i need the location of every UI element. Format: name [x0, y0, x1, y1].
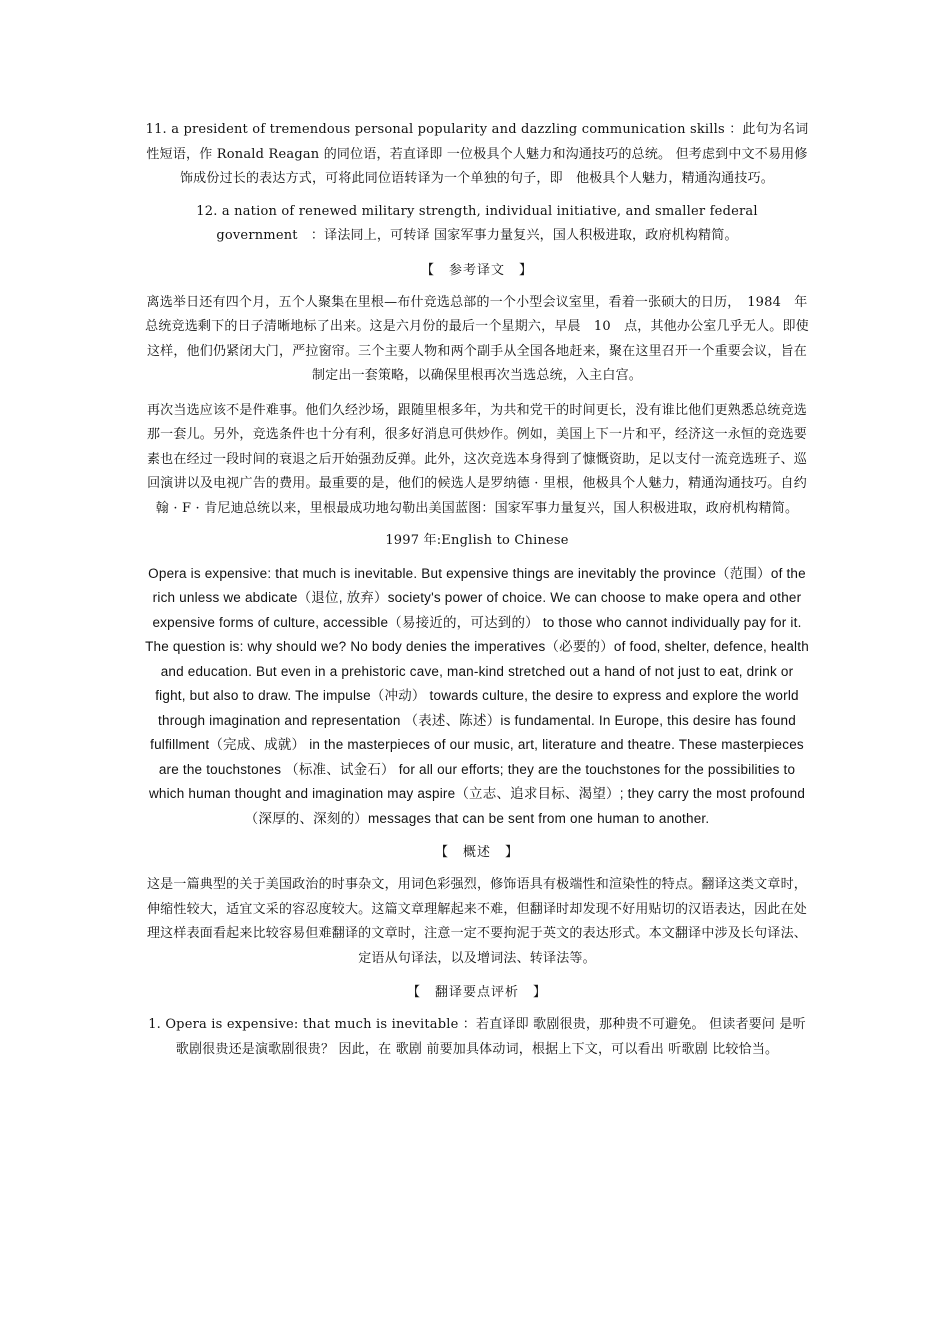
key-points-heading: 【 翻译要点评析 】 [406, 985, 547, 1000]
note-11: 11. a president of tremendous personal popularity and dazzling communication skills ：此句为名词性短语，作 Ronald Reagan 的同位语，若直译即 一位极具个人魅力和沟通技巧的总统。 但考虑到中文不易用修饰成份过长的表达方式，可将此同位语转译为一个单独的句子，即 他极具个人魅力，精通沟通技巧。 [145, 122, 809, 186]
reference-translation-paragraph-1: 离选举日还有四个月，五个人聚集在里根—布什竞选总部的一个小型会议室里，看着一张硕大的日历， 1984 年总统竞选剩下的日子清晰地标了出来。这是六月份的最后一个星期六，早晨 10 点，其他办公室几乎无人。即使这样，他们仍紧闭大门，严拉窗帘。三个主要人物和两个副手从全国各地赶来，聚在这里召开一个重要会议，旨在制定出一套策略，以确保里根再次当选总统，入主白宫。 [145, 294, 809, 383]
reference-translation-paragraph-2: 再次当选应该不是件难事。他们久经沙场，跟随里根多年，为共和党干的时间更长，没有谁比他们更熟悉总统竞选那一套儿。另外，竞选条件也十分有利，很多好消息可供炒作。例如，美国上下一片和平，经济这一永恒的竞选要素也在经过一段时间的衰退之后开始强劲反弹。此外，这次竞选本身得到了慷慨资助，足以支付一流竞选班子、巡回演讲以及电视广告的费用。最重要的是，他们的候选人是罗纳德 · 里根，他极具个人魅力，精通沟通技巧。自约翰 · F · 肯尼迪总统以来，里根最成功地勾勒出美国蓝图：国家军事力量复兴，国人积极进取，政府机构精简。 [146, 402, 807, 516]
opera-passage: Opera is expensive: that much is inevitable. But expensive things are inevitably the province（范围）of the rich unless we abdicate（退位, 放弃）society's power of choice. We can choose to make opera and other expensive forms of culture, accessible（易接近的，可达到的） to those who cannot individually pay for it. The question is: why should we? No body denies the imperatives（必要的）of food, shelter, defence, health and education. But even in a prehistoric cave, man-kind stretched out a hand of not just to eat, drink or fight, but also to draw. The impulse（冲动） towards culture, the desire to express and explore the world through imagination and representation （表述、陈述）is fundamental. In Europe, this desire has found fulfillment（完成、成就） in the masterpieces of our music, art, literature and theatre. These masterpieces are the touchstones （标准、试金石） for all our efforts; they are the touchstones for the possibilities to which human thought and imagination may aspire（立志、追求目标、渴望）; they carry the most profound （深厚的、深刻的）messages that can be sent from one human to another. [145, 565, 809, 826]
document-page [145, 118, 809, 1062]
key-point-1: 1. Opera is expensive: that much is inevitable ：若直译即 歌剧很贵，那种贵不可避免。 但读者要问 是听歌剧很贵还是演歌剧很贵？ 因此，在 歌剧 前要加具体动词，根据上下文，可以看出 听歌剧 比较恰当。 [148, 1017, 806, 1057]
reference-translation-heading: 【 参考译文 】 [420, 262, 533, 278]
section-1997-title: 1997 年:English to Chinese [385, 533, 569, 548]
overview-text: 这是一篇典型的关于美国政治的时事杂文，用词色彩强烈，修饰语具有极端性和渲染性的特点。翻译这类文章时，伸缩性较大，适宜文采的容忍度较大。这篇文章理解起来不难，但翻译时却发现不好用贴切的汉语表达，因此在处理这样表面看起来比较容易但难翻译的文章时，注意一定不要拘泥于英文的表达形式。本文翻译中涉及长句译法、定语从句译法，以及增词法、转译法等。 [146, 877, 807, 966]
note-12: 12. a nation of renewed military strength, individual initiative, and smaller federal government ：译法同上，可转译 国家军事力量复兴，国人积极进取，政府机构精简。 [196, 203, 758, 243]
overview-heading: 【 概述 】 [434, 845, 519, 860]
